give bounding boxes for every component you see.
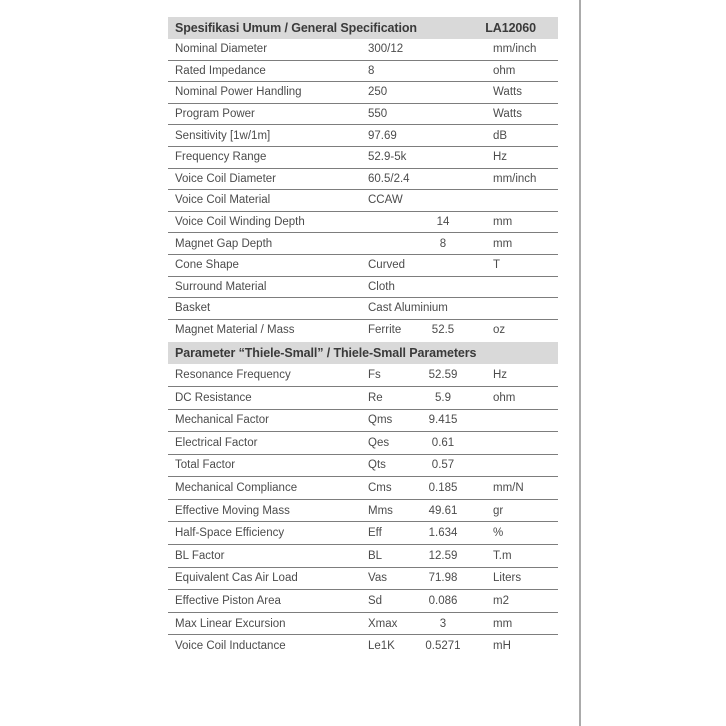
row-value-primary: 60.5/2.4 [368, 172, 410, 185]
spec-row [168, 545, 558, 568]
row-value-secondary: 12.59 [428, 549, 458, 562]
spec-row [168, 432, 558, 455]
spec-row [168, 387, 558, 410]
row-value-primary: Eff [368, 527, 382, 540]
spec-row [168, 500, 558, 523]
row-label: Nominal Diameter [175, 43, 268, 56]
row-label: Resonance Frequency [175, 369, 291, 382]
row-value-primary: Xmax [368, 617, 398, 630]
row-unit: m2 [493, 595, 509, 608]
spec-row [168, 635, 558, 657]
row-value-primary: 250 [368, 86, 388, 99]
spec-row [168, 255, 558, 277]
spec-row [168, 477, 558, 500]
spec-row [168, 212, 558, 234]
row-value-primary: BL [368, 549, 383, 562]
row-label: Half-Space Efficiency [175, 527, 285, 540]
row-unit: mm/inch [493, 43, 537, 56]
row-value-primary: Qes [368, 436, 390, 449]
row-value-primary: Le1K [368, 640, 395, 653]
row-unit: Hz [493, 151, 508, 164]
row-value-primary: Qms [368, 414, 393, 427]
row-unit: mm/inch [493, 172, 537, 185]
row-value-secondary: 9.415 [428, 414, 458, 427]
spec-row [168, 82, 558, 104]
spec-row [168, 147, 558, 169]
spec-row [168, 104, 558, 126]
spec-row [168, 125, 558, 147]
row-label: Program Power [175, 108, 255, 121]
row-value-secondary: 14 [436, 216, 450, 229]
general-specification-rows [168, 39, 558, 340]
row-label: DC Resistance [175, 391, 252, 404]
row-unit: Watts [493, 108, 522, 121]
section-thiele-small [168, 342, 558, 657]
spec-row [168, 410, 558, 433]
spec-row [168, 568, 558, 591]
row-value-primary: Cast Aluminium [368, 302, 448, 315]
row-value-primary: Cloth [368, 280, 395, 293]
row-value-primary: Qts [368, 459, 386, 472]
row-unit: mH [493, 640, 511, 653]
page-edge-rule [579, 0, 581, 726]
spec-row [168, 61, 558, 83]
spec-row [168, 233, 558, 255]
row-label: Voice Coil Winding Depth [175, 216, 305, 229]
row-value-primary: Curved [368, 259, 406, 272]
row-unit: % [493, 527, 504, 540]
row-label: Mechanical Factor [175, 414, 269, 427]
section-header-general [168, 17, 558, 39]
row-unit: Watts [493, 86, 522, 99]
row-value-primary: Fs [368, 369, 381, 382]
row-label: Mechanical Compliance [175, 482, 298, 495]
row-unit: oz [493, 324, 506, 337]
spec-row [168, 455, 558, 478]
row-value-secondary: 8 [439, 237, 447, 250]
row-label: Voice Coil Material [175, 194, 271, 207]
row-unit: mm [493, 216, 513, 229]
row-label: Surround Material [175, 280, 267, 293]
row-value-secondary: 71.98 [428, 572, 458, 585]
row-label: Rated Impedance [175, 64, 266, 77]
section-header-thiele-small [168, 342, 558, 364]
row-value-primary: Vas [368, 572, 387, 585]
row-label: Sensitivity [1w/1m] [175, 129, 271, 142]
row-unit: T [493, 259, 501, 272]
row-value-primary: 52.9-5k [368, 151, 407, 164]
row-value-secondary: 49.61 [428, 504, 458, 517]
row-value-primary: Re [368, 391, 383, 404]
model-number: LA12060 [485, 21, 536, 35]
row-value-secondary: 52.59 [428, 369, 458, 382]
row-label: Total Factor [175, 459, 236, 472]
row-unit: mm [493, 617, 513, 630]
row-value-primary: 550 [368, 108, 388, 121]
spec-row [168, 522, 558, 545]
row-label: Magnet Material / Mass [175, 324, 295, 337]
row-value-secondary: 0.5271 [425, 640, 461, 653]
row-label: Electrical Factor [175, 436, 258, 449]
spec-row [168, 298, 558, 320]
row-label: Max Linear Excursion [175, 617, 286, 630]
row-label: BL Factor [175, 549, 225, 562]
spec-row [168, 277, 558, 299]
row-value-secondary: 1.634 [428, 527, 458, 540]
row-value-primary: Ferrite [368, 324, 402, 337]
thiele-small-rows [168, 364, 558, 657]
spec-row [168, 39, 558, 61]
spec-row [168, 364, 558, 387]
row-unit: ohm [493, 64, 516, 77]
row-label: Effective Moving Mass [175, 504, 290, 517]
row-unit: mm [493, 237, 513, 250]
row-label: Magnet Gap Depth [175, 237, 273, 250]
row-label: Cone Shape [175, 259, 239, 272]
row-unit: Hz [493, 369, 508, 382]
section-title: Parameter “Thiele-Small” / Thiele-Small Parameters [175, 346, 477, 361]
row-value-secondary: 0.185 [428, 482, 458, 495]
row-value-primary: CCAW [368, 194, 403, 207]
row-value-primary: Mms [368, 504, 393, 517]
row-value-secondary: 0.086 [428, 595, 458, 608]
row-label: Voice Coil Diameter [175, 172, 276, 185]
spec-row [168, 169, 558, 191]
section-general-specification [168, 17, 558, 340]
section-title: Spesifikasi Umum / General Specification [175, 21, 417, 35]
row-label: Effective Piston Area [175, 595, 281, 608]
row-value-primary: Sd [368, 595, 383, 608]
row-value-secondary: 5.9 [435, 391, 451, 404]
row-value-primary: Cms [368, 482, 392, 495]
spec-row [168, 190, 558, 212]
row-value-secondary: 0.61 [431, 436, 455, 449]
row-unit: Liters [493, 572, 522, 585]
row-value-secondary: 52.5 [431, 324, 455, 337]
row-unit: T.m [493, 549, 512, 562]
row-value-primary: 300/12 [368, 43, 404, 56]
row-value-secondary: 0.57 [431, 459, 455, 472]
row-unit: gr [493, 504, 504, 517]
row-unit: mm/N [493, 482, 524, 495]
row-label: Nominal Power Handling [175, 86, 302, 99]
row-label: Equivalent Cas Air Load [175, 572, 298, 585]
row-label: Voice Coil Inductance [175, 640, 286, 653]
row-unit: ohm [493, 391, 516, 404]
spec-row [168, 590, 558, 613]
row-label: Frequency Range [175, 151, 267, 164]
specification-table [168, 17, 558, 657]
row-value-primary: 97.69 [368, 129, 397, 142]
row-value-primary: 8 [368, 64, 375, 77]
row-value-secondary: 3 [439, 617, 447, 630]
row-unit: dB [493, 129, 508, 142]
row-label: Basket [175, 302, 211, 315]
spec-row [168, 613, 558, 636]
spec-row [168, 320, 558, 341]
